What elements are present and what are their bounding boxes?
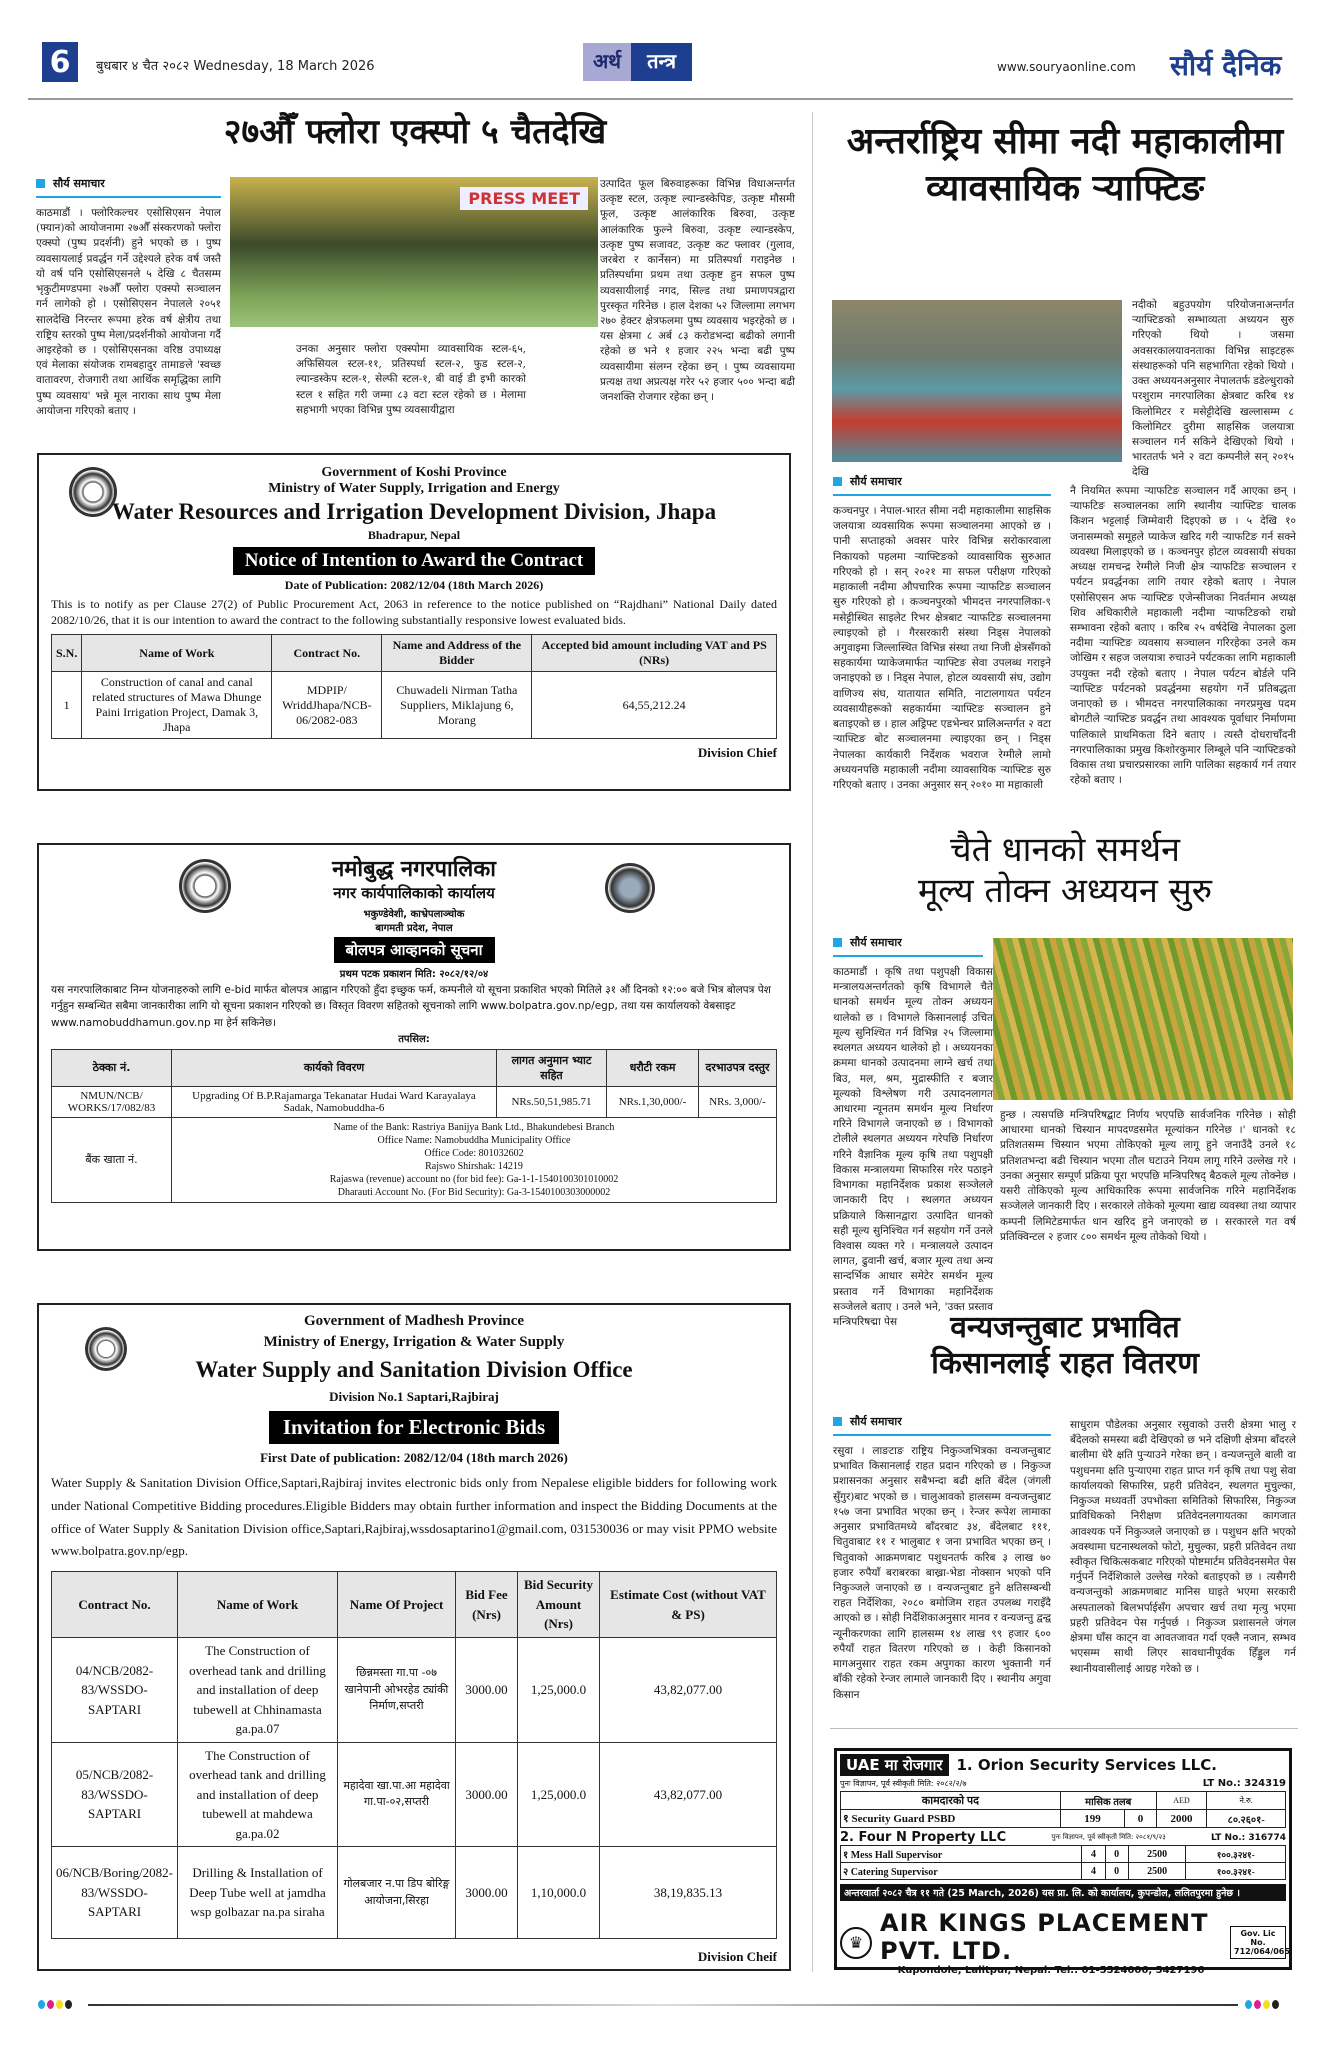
kicker: सौर्य समाचार <box>833 1414 1051 1436</box>
table-row: NMUN/NCB/ WORKS/17/082/83 Upgrading Of B.P.Rajamarga Tekanatar Hudai Ward Karayalaya Sadak, Namobuddha-6 NRs.50,51,985.71 NRs.1,30,000/- NRs. 3,000/- <box>52 1086 777 1117</box>
award-table <box>51 634 777 739</box>
cyan-mark-icon <box>1245 2000 1252 2009</box>
col-header: Bid Fee (Nrs) <box>456 1572 518 1638</box>
col-header: Name Of Project <box>338 1572 456 1638</box>
rafting-headline: अन्तर्राष्ट्रिय सीमा नदी महाकालीमा व्यावसायिक र्‍याफ्टिङ <box>846 120 1284 209</box>
notice-date: Date of Publication: 2082/12/04 (18th March 2026) <box>284 578 544 592</box>
ad-badge: UAE मा रोजगार <box>840 1754 949 1776</box>
col-header: ठेक्का नं. <box>52 1049 172 1086</box>
crown-logo-icon: ♛ <box>840 1927 872 1959</box>
newspaper-logo: सौर्य दैनिक <box>1170 49 1282 82</box>
col-header: Bid Security Amount (Nrs) <box>518 1572 600 1638</box>
table-caption: तपसिल: <box>398 1033 430 1045</box>
paddy-headline <box>830 830 1300 912</box>
table-row: 06/NCB/Boring/2082-83/WSSDO-SAPTARI Drilling & Installation of Deep Tube well at jamdha wsp golbazar na.pa siraha गोलबजार न.पा डिप बोरिङ्ग आयोजना,सिरहा 3000.00 1,10,000.0 38,19,835.13 <box>52 1847 777 1939</box>
section-label-part1: अर्थ <box>583 43 631 81</box>
cyan-mark-icon <box>38 2000 45 2009</box>
kicker-square-icon <box>833 938 842 947</box>
notice-subtitle: नगर कार्यपालिकाको कार्यालय <box>333 884 495 902</box>
footer-rule <box>88 2004 1238 2006</box>
notice-date: First Date of publication: 2082/12/04 (18th march 2026) <box>260 1450 568 1465</box>
nepal-emblem-icon <box>85 1327 127 1371</box>
notice-location: Division No.1 Saptari,Rajbiraj <box>329 1389 499 1404</box>
lt-number: LT No.: 316774 <box>1211 1832 1286 1843</box>
col-header: धरौटी रकम <box>607 1049 699 1086</box>
kicker-square-icon <box>36 179 45 188</box>
photo-banner-text: PRESS MEET <box>460 187 588 210</box>
black-mark-icon <box>65 2000 72 2009</box>
col-header: S.N. <box>52 635 82 672</box>
bank-label: बैंक खाता नं. <box>52 1117 172 1202</box>
notice-banner: Notice of Intention to Award the Contract <box>233 547 595 575</box>
flora-col3: उत्पादित फूल बिरुवाहरूका विभिन्न विधाअन्तर्गत उत्कृष्ट स्टल, उत्कृष्ट ल्यान्डस्केपिङ, उत्कृष्ट मौसमी फूल, उत्कृष्ट आलंकारिक बिरुवा, उत्कृष्ट आलंकारिक फुल्ने बिरुवा, उत्कृष्ट ल्यान्डस्केप, उत्कृष्ट पुष्प सजावट, उत्कृष्ट कट फ्लावर (गुलाव, जरबेरा र कार्नेसन) मा प्रतिस्पर्धा गराइनेछ । प्रतिस्पर्धामा प्रथम तथा उत्कृष्ट हुन सफल पुष्प व्यवसायीलाई नगद, सिल्ड तथा प्रमाणपत्रद्वारा पुरस्कृत गरिनेछ । हाल देशका ५२ जिल्लामा लगभग २७० हेक्टर क्षेत्रफलमा पुष्प व्यवसाय भइरहेको छ । यस क्षेत्रमा ८ अर्ब ८३ करोडभन्दा बढीको लगानी रहेको छ भने १ हजार २२५ भन्दा बढी पुष्प व्यवसायीमा संलग्न रहेका छन् । पुष्प व्यवसायमा प्रत्यक्ष तथा अप्रत्यक्ष गरेर ५२ हजार ५०० भन्दा बढी जनशक्ति रोजगार रहेका छन् । <box>600 178 795 404</box>
col-header: Contract No. <box>272 635 382 672</box>
col-header: Accepted bid amount including VAT and PS (NRs) <box>532 635 777 672</box>
flora-col2: उनका अनुसार फ्लोरा एक्स्पोमा व्यावसायिक स्टल-६५, अफिसियल स्टल-११, प्रतिस्पर्धा स्टल-२, फुड स्टल-२, ल्यान्डस्केप स्टल-१, सेल्फी स्टल-१, बी वाई डी इभी कारको स्टल १ सहित गरी जम्मा ८३ वटा स्टल रहेको छ । मेलामा सहभागी भएका विभिन्न पुष्प व्यवसायीद्वारा <box>296 343 526 416</box>
ad-table-1: कामदारको पद मासिक तलब AED ने.रु. १ Security Guard PSBD 199 0 2000 ८०.२६०१- <box>840 1791 1286 1828</box>
paddy-headline-line2: मूल्य तोक्न अध्ययन सुरु <box>917 870 1213 911</box>
wildlife-headline-line1: वन्यजन्तुबाट प्रभावित <box>950 1310 1180 1345</box>
wildlife-col2: साधुराम पौडेलका अनुसार रसुवाको उत्तरी क्षेत्रमा भालु र बँदेलको समस्या बढी देखिएको छ भने दक्षिणी क्षेत्रमा बाँदरले बालीमा धेरै क्षति पुऱ्याउने गरेका छन् । वन्यजन्तुले बाली वा पशुधनमा क्षति पुर्‍याएमा राहत प्राप्त गर्न कृषि तथा पशु सेवा कार्यालयको सिफारिस, प्रहरी प्रतिवेदन, स्थलगत मुचुल्का, निकुञ्ज मध्यवर्ती उपभोक्ता समितिको सिफारिस, निकुञ्ज प्राविधिकको निरीक्षण प्रतिवेदनलगायतका कागजात आवश्यक पर्ने निकुञ्जले जनाएको छ । पशुधन क्षति भएको अवस्थामा घटनास्थलको फोटो, मुचुल्का, प्रहरी प्रतिवेदन तथा स्वीकृत चिकित्सकबाट गरिएको पोष्टमार्टम प्रतिवेदनसमेत पेस गर्नुपर्ने निर्देशिकाले उल्लेख गरेको बताइएको छ । त्यसैगरी वन्यजन्तुको आक्रमणबाट मानिस घाइते भएमा सरकारी अस्पतालको बिलभर्पाईसँग अपचार खर्च तथा मृत्यु भएमा प्रहरी प्रतिवेदन पेस गर्नुपर्छ । निकुञ्ज प्रशासनले जंगल क्षेत्रमा घाँस काट्न वा आवतजावत गर्दा एक्लै नजान, सम्भव भएसम्म साथी लिएर सावधानीपूर्वक हिँड्डुल गर्न स्थानीयवासीलाई आग्रह गरेको छ । <box>1070 1419 1296 1675</box>
table-row: 1 Construction of canal and canal related structures of Mawa Dhunge Paini Irrigation Project, Damak 3, Jhapa MDPIP/ WriddJhapa/NCB-06/2082-083 Chuwadeli Nirman Tatha Suppliers, Miklajung 6, Morang 64,55,212.24 <box>52 672 777 739</box>
magenta-mark-icon <box>47 2000 54 2009</box>
section-divider <box>830 1728 1298 1729</box>
yellow-mark-icon <box>1263 2000 1270 2009</box>
notice-ministry-line: Ministry of Energy, Irrigation & Water Supply <box>263 1334 565 1350</box>
job-row: १ Mess Hall Supervisor 4 0 2500 १००.३२४१- <box>841 1846 1286 1863</box>
wildlife-headline <box>830 1310 1300 1382</box>
interview-notice: अन्तरवार्ता २०८२ चैत्र ११ गते (25 March, 2026) यस प्रा. लि. को कार्यालय, कुपन्डोल, ललितपुरमा हुनेछ । <box>840 1884 1286 1901</box>
notice-body: This is to notify as per Clause 27(2) of Public Procurement Act, 2063 in reference to the notice published on “Rajdhani” National Daily dated 2082/10/26, that it is our intention to award the contract to the following substantially responsive lowest evaluated bids. <box>51 597 777 628</box>
col-header: Name and Address of the Bidder <box>382 635 532 672</box>
notice-signature: Division Cheif <box>697 1949 777 1964</box>
press-meet-photo <box>230 177 598 327</box>
header-divider <box>28 98 1293 100</box>
magenta-mark-icon <box>1254 2000 1261 2009</box>
nepal-emblem-icon <box>179 859 231 913</box>
column-divider <box>812 112 813 1972</box>
col-header: Name of Work <box>178 1572 338 1638</box>
ad-company1: 1. Orion Security Services LLC. <box>956 1756 1217 1774</box>
notice-office-title: Water Resources and Irrigation Development Division, Jhapa <box>111 499 717 524</box>
job-row: १ Security Guard PSBD 199 0 2000 ८०.२६०१- <box>841 1810 1286 1828</box>
wildlife-headline-line2: किसानलाई राहत वितरण <box>931 1346 1199 1381</box>
table-row: 05/NCB/2082-83/WSSDO-SAPTARI The Construction of overhead tank and drilling and installation of deep tubewell at mahdewa ga.pa.02 महादेवा खा.पा.आ महादेवा गा.पा-०२,सप्तरी 3000.00 1,25,000.0 43,82,077.00 <box>52 1742 777 1847</box>
kicker: सौर्य समाचार <box>833 935 983 957</box>
municipality-logo-icon <box>605 863 655 913</box>
notice-ministry-line: Ministry of Water Supply, Irrigation and Energy <box>268 481 560 496</box>
kicker-square-icon <box>833 1417 842 1426</box>
notice-date: प्रथम पटक प्रकाशन मिति: २०८२/१२/०४ <box>339 969 489 980</box>
notice-signature: Division Chief <box>697 745 777 761</box>
paddy-col2: हुन्छ । त्यसपछि मन्त्रिपरिषद्बाट निर्णय भएपछि सार्वजनिक गरिनेछ । सोही आधारमा धानको चिस्यान मापदण्डसमेत मूल्यांकन गरिनेछ ।' धानको १८ प्रतिशतसम्म चिस्यान भएमा तोकिएको मूल्य लागू हुने जनाउँदै उनले १८ प्रतिशतभन्दा बढी चिस्यान भएमा तौल घटाउने नियम लागू गरिने उल्लेख गरे । उनका अनुसार सम्पूर्ण प्रक्रिया पूरा भएपछि मन्त्रिपरिषद् बैठकले मूल्य तोक्नेछ । यसरी तोकिएको मूल्य आधिकारिक रूपमा सार्वजनिक गरिने महानिर्देशक सञ्जेलले जानकारी दिए । सरकारले तोकेको मूल्यमा खाद्य व्यवस्था तथा व्यापार कम्पनी लिमिटेडमार्फत धान खरिद हुने जनाएको छ । सरकारले गत वर्ष प्रतिक्विन्टल २ हजार ८०० समर्थन मूल्य तोकेको थियो । <box>1000 1109 1296 1243</box>
registration-marks-right <box>1245 2000 1279 2008</box>
kicker: सौर्य समाचार <box>833 474 1051 496</box>
paddy-col1: काठमाडौं । कृषि तथा पशुपक्षी विकास मन्त्रालयअन्तर्गतको कृषि विभागले चैते धानको समर्थन मूल्य तोक्न अध्ययन थालेको छ । विभागले किसानलाई उचित मूल्य सुनिश्चित गर्न विभिन्न २५ जिल्लामा स्थलगत अध्ययन थालेको हो । अध्ययनका क्रममा धानको उत्पादनमा लाग्ने खर्च तथा बिउ, मल, श्रम, मुद्रास्फीति र बजार मूल्यको विश्लेषण गरी उत्पादनलागत आधारमा न्यूनतम समर्थन मूल्य निर्धारण गरिने विभागले जनाएको छ । विभागको टोलीले स्थलगत अध्ययन गरेपछि निर्धारण गरिने वैज्ञानिक मूल्य कृषि तथा पशुपक्षी विकास मन्त्रालयमा सिफारिस गरेर पठाइने विभागका महानिर्देशक प्रकाश सञ्जेलले जानकारी दिए । स्थलगत अध्ययन प्रक्रियाले किसानद्वारा उत्पादित धानको सही मूल्य सुनिश्चित गर्न सहयोग गर्ने उनले विश्वास व्यक्त गरे । मन्त्रालयले उत्पादन लागत, ढुवानी खर्च, बजार मूल्य तथा अन्य सान्दर्भिक आधार समेटेर समर्थन मूल्य प्रस्ताव गर्ने विभागका महानिर्देशक सञ्जेलले बताए । उनले भने, 'उक्त प्रस्ताव मन्त्रिपरिषद्मा पेस <box>833 966 993 1329</box>
rafting-side-text: नदीको बहुउपयोग परियोजनाअन्तर्गत र्‍याफ्टिङको सम्भाव्यता अध्ययन सुरु गरिएको थियो । जसमा अवसरकालयावनताका विभिन्न साइटहरू संस्थाहरूको पनि सहभागिता रहेको थियो । उक्त अध्ययनअनुसार नेपालतर्फ डडेल्धुराको परशुराम नगरपालिका क्षेत्रबाट करिब १४ किलोमिटर र मसेट्टीदेखि खल्लासम्म ८ किलोमिटर दुरीमा साहसिक जलयात्रा सञ्चालन गर्न सकिने देखिएको थियो । भारततर्फ भने २ वटा कम्पनीले सन् २०१५ देखि <box>1132 299 1294 479</box>
uae-job-ad: UAE मा रोजगार 1. Orion Security Services LLC. पुनः विज्ञापन, पूर्व स्वीकृती मिति: २०८२/२/७ LT No.: 324319 कामदारको पद मासिक तलब AED ने.रु. १ Security Guard PSBD 199 0 2000 ८०.२६०१- 2. Four N Property LLC पुनः विज्ञापन, पूर्व स्वीकृती मिति: २०८१/९/२३ LT No.: 316774 १ Mess Hall Supervisor 4 0 2500 १००.३२४१- २ Catering Supervisor 4 0 2500 १००.३२४१- अन्तरवार्ता २०८२ चैत्र ११ गते (25 March, 2026) यस प्रा. लि. को कार्यालय, कुपन्डोल, ललितपुरमा हुनेछ । ♛ AIR KINGS PLACEMENT PVT. LTD. Kupondole, Lalitpur, Nepal. Tel.: 01-5524006, 5427196 Gov. Lic No. 712/064/065 <box>834 1748 1292 1970</box>
kicker: सौर्य समाचार <box>36 176 221 198</box>
notice-namobuddha <box>37 843 791 1251</box>
agency-name: AIR KINGS PLACEMENT PVT. LTD. <box>880 1909 1209 1965</box>
notice-address: भकुण्डेवेशी, काभ्रेपलाञ्चोक <box>363 909 465 920</box>
page-number: 6 <box>42 42 78 82</box>
ad-company2: 2. Four N Property LLC <box>840 1830 1007 1845</box>
col-header: Estimate Cost (without VAT & PS) <box>600 1572 777 1638</box>
yellow-mark-icon <box>56 2000 63 2009</box>
col-header: Contract No. <box>52 1572 178 1638</box>
bank-details: Name of the Bank: Rastriya Banijya Bank Ltd., Bhakundebesi Branch Office Name: Namobuddha Municipality Office Office Code: 801032602 Rajswo Shirshak: 14219 Rajaswa (revenue) account no (for bid fee): Ga-1-1-1540100301010002 Dharauti Account No. (For Bid Security): Ga-3-1540100303000002 <box>172 1117 777 1202</box>
table-row: 04/NCB/2082-83/WSSDO-SAPTARI The Construction of overhead tank and drilling and installation of deep tubewell at Chhinamasta ga.pa.07 छिन्नमस्ता गा.पा -०७ खानेपानी ओभरहेड ट्यांकी निर्माण,सप्तरी 3000.00 1,25,000.0 43,82,077.00 <box>52 1638 777 1743</box>
issue-date: बुधबार ४ चैत २०८२ Wednesday, 18 March 2026 <box>96 59 375 74</box>
notice-banner: Invitation for Electronic Bids <box>269 1411 559 1444</box>
rafting-col1: कञ्चनपुर । नेपाल-भारत सीमा नदी महाकालीमा साहसिक जलयात्रा व्यवसायिक रूपमा सञ्चालनमा आएको छ । पानी सप्ताहको अवसर पारेर विभिन्न सरोकारवाला निकायको पहलमा र्‍याफ्टिङको व्यावसायिक सुरुआत गरिएको हो । सन् २०२१ मा सफल परीक्षण गरिएको महाकाली नदीमा औपचारिक रूपमा र्‍याफटिङ सञ्चालन सुरु गरिएको हो । कञ्चनपुरको भीमदत्त नगरपालिका-९ मसेट्टीस्थित साइलेट रिभर क्षेत्रबाट र्‍याफटिङ सञ्चालनमा ल्याइएको हो । गैरसरकारी संस्था निड्स नेपालको अगुवाइमा जिल्लास्थित विभिन्न संस्था तथा निजी क्षेत्रसँगको सहकार्यमा प्याकेजमार्फत र्‍याफ्टिङ सेवा उपलब्ध गराइने जनाइएको छ । निड्स नेपाल, होटल व्यवसायी संघ, उद्योग वाणिज्य संघ, यातायात समिति, नाटालगायत पर्यटन व्यवसायीहरूको सहकार्यमा र्‍याफ्टिङ सञ्चालन हुने बताइएको छ । हाल अड्रिफ्ट एडभेन्चर प्रालिअन्तर्गत २ वटा र्‍याफ्टिङ बोट सञ्चालनमा ल्याइएका छन् । निड्स नेपालका कार्यकारी निर्देशक भवराज रेग्मीले लामो अध्ययनपछि महाकाली नदीमा व्यावसायिक र्‍याफ्टिङ सुरु गरिएको बताए । उनका अनुसार सन् २०१० मा महाकाली <box>833 505 1051 791</box>
kicker-square-icon <box>833 477 842 486</box>
license-number: Gov. Lic No. 712/064/065 <box>1230 1926 1286 1959</box>
notice-koshi <box>37 453 791 791</box>
paddy-headline-line1: चैते धानको समर्थन <box>949 830 1180 870</box>
ad-table-2 <box>840 1845 1286 1880</box>
notice-body: यस नगरपालिकाबाट निम्न योजनाहरुको लागि e-bid मार्फत बोलपत्र आह्वान गरिएको हुँदा इच्छुक फर्म, कम्पनीले यो सूचना प्रकाशित भएको मितिले ३१ औं दिनको १२:०० बजे भित्र बोलपत्र पेश गर्नुहुन सम्बन्धित सबैमा जानकारीका लागि यो सूचना प्रकाशन गरिएको छ। विस्तृत विवरण सहितको सूचनाको लागि www.bolpatra.gov.np/egp, तथा यस कार्यालयको वेबसाइट www.namobuddhamun.gov.np मा हेर्न सकिनेछ। <box>51 984 771 1029</box>
agency-address: Kupondole, Lalitpur, Nepal. Tel.: 01-5524006, 5427196 <box>897 1965 1205 1976</box>
bid-table <box>51 1049 777 1203</box>
notice-location: Bhadrapur, Nepal <box>367 528 461 542</box>
col-header: लागत अनुमान भ्याट सहित <box>497 1049 607 1086</box>
flora-col1: काठमाडौं । फ्लोरिकल्चर एसोसिएसन नेपाल (फ्यान)को आयोजनामा २७औँ संस्करणको फ्लोरा एक्स्पो (पुष्प प्रदर्शनी) हुने भएको छ । पुष्प व्यवसायलाई प्रवर्द्धन गर्ने उद्देश्यले हरेक वर्ष जस्तै यो वर्ष पनि एसोसिएसनले ५ देखि ८ चैतसम्म भृकुटीमण्डपमा २७औँ फ्लोरा एक्स्पो सञ्चालन गर्न लागेको हो । एसोसिएसन नेपालले २०५१ सालदेखि निरन्तर रूपमा हरेक वर्ष क्षेत्रीय तथा राष्ट्रिय स्तरको पुष्प मेला/प्रदर्शनीको आयोजना गर्दै आइरहेको छ । एसोसिएसनका वरिष्ठ उपाध्यक्ष एवं मेलाका संयोजक रामबहादुर तामाङले 'स्वच्छ वातावरण, रोजगारी तथा आर्थिक समृद्धिका लागि पुष्प व्यवसाय' भन्ने मूल नाराका साथ पुष्प मेला आयोजना गरिएको बताए । <box>36 207 221 417</box>
lt-number: LT No.: 324319 <box>1202 1778 1286 1789</box>
notice-province: बागमती प्रदेश, नेपाल <box>375 923 453 934</box>
col-header: कार्यको विवरण <box>172 1049 497 1086</box>
rafting-photo <box>832 300 1122 462</box>
bid-table <box>51 1571 777 1939</box>
registration-marks-left <box>38 2000 72 2008</box>
notice-madhesh <box>37 1303 791 1971</box>
rafting-col2: नै नियमित रूपमा र्‍याफटिङ सञ्चालन गर्दै आएका छन् । र्‍याफटिङ सञ्चालनका लागि स्थानीय र्‍याफ्टिङ चालक किशन भट्टलाई जिम्मेवारी दिइएको छ । ५ देखि १० जनासम्मको समूहले प्याकेज खरिद गरी र्‍याफटिङ गर्न सक्ने व्यवस्था मिलाइएको छ । कञ्चनपुर होटल व्यवसायी संघका अध्यक्ष रामचन्द्र रेग्मीले निजी क्षेत्र र्‍याफटिङ सञ्चालन र पर्यटन प्रवर्द्धनका लागि तयार रहेको बताए । नेपाल एसोसिएसन अफ र्‍याफ्टिङ एजेन्सीजका निवर्तमान अध्यक्ष शिव अधिकारीले महाकाली नदीमा र्‍याफटिङको राम्रो सम्भावना रहेको बताए । करिब २५ वर्षदेखि नेपालका ठुला नदीमा र्‍याफ्टिङ व्यवसाय सञ्चालन गरिरहेका उनले कम जोखिम र सहज जलयात्रा रुचाउने पर्यटकका लागि महाकाली उपयुक्त नदी रहेको बताए । नेपाल पर्यटन बोर्डले पनि र्‍याफ्टिङ पर्यटनको प्रवर्द्धनमा सहयोग गर्ने प्रतिबद्धता जनाएको छ । भीमदत्त नगरपालिकाका नगरप्रमुख पदम बोगटीले र्‍याफ्टिङ प्रवर्द्धन तथा आवश्यक पूर्वाधार निर्माणमा पालिकाले प्राथमिकता दिने बताए । त्यस्तै दोधराचाँदनी नगरपालिकाका प्रमुख किशोरकुमार लिम्बूले पनि र्‍याफ्टिङको विकास तथा प्रचारप्रसारका लागि पालिका सहकार्य गर्न तयार रहेको बताए । <box>1070 485 1296 787</box>
notice-title: नमोबुद्ध नगरपालिका <box>332 857 496 882</box>
notice-office-title: Water Supply and Sanitation Division Office <box>195 1357 633 1382</box>
notice-gov-line: Government of Madhesh Province <box>303 1313 525 1329</box>
notice-gov-line: Government of Koshi Province <box>321 465 507 480</box>
col-header: Name of Work <box>82 635 272 672</box>
wildlife-col1: रसुवा । लाङटाङ राष्ट्रिय निकुञ्जभित्रका वन्यजन्तुबाट प्रभावित किसानलाई राहत प्रदान गरिएको छ । निकुञ्ज प्रशासनका अनुसार सबैभन्दा बढी क्षति बँदेल (जंगली सुँगुर)बाट भएको छ । चालुआवको हालसम्म वन्यजन्तुबाट १५७ जना प्रभावित भएका छन् । रेन्जर रूपेश लामाका अनुसार प्रभावितमध्ये बाँदरबाट ३४, बँदेलबाट १११, चितुवाबाट ११ र भालुबाट १ जना प्रभावित भएका छन् । चितुवाको आक्रमणबाट पशुधनतर्फ करिब ३ लाख ७० हजार रुपैयाँ बराबरका बाख्रा-भेडा नोक्सान भएको पनि निकुञ्जले जनाएको छ । वन्यजन्तुबाट हुने क्षतिसम्बन्धी राहत निर्देशिका, २०८० बमोजिम राहत उपलब्ध गराइँदै आएको छ । सोही निर्देशिकाअनुसार मानव र वन्यजन्तु द्वन्द्व न्यूनीकरणका लागि हालसम्म १४ लाख ९९ हजार ६०० रुपैयाँ राहत वितरण गरिएको छ । केही किसानको मागअनुसार राहत रकम अपुगका कारण भुक्तानी गर्न बाँकी रहेको रेन्जर लामाले जानकारी दिए । स्थानीय अगुवा किसान <box>833 1445 1051 1701</box>
col-header: दरभाउपत्र दस्तुर <box>699 1049 777 1086</box>
notice-banner: बोलपत्र आव्हानको सूचना <box>334 937 495 963</box>
rice-photo <box>993 938 1293 1100</box>
section-label <box>583 43 692 81</box>
notice-body: Water Supply & Sanitation Division Office,Saptari,Rajbiraj invites electronic bids only from Nepalese eligible bidders for following work under National Competitive Bidding procedures.Eligible Bidders may obtain further information and inspect the Bidding Documents at the office of Water Supply & Sanitation Division office,Saptari,Rajbiraj,wssdosaptarino1@gmail.com, 031530036 or may visit PPMO website www.bolpatra.gov.np/egp. <box>51 1475 777 1559</box>
website-link[interactable]: www.souryaonline.com <box>997 60 1136 74</box>
job-row: २ Catering Supervisor 4 0 2500 १००.३२४१- <box>841 1863 1286 1880</box>
black-mark-icon <box>1272 2000 1279 2009</box>
flora-headline: २७औँ फ्लोरा एक्स्पो ५ चैतदेखि <box>223 112 607 152</box>
bank-row <box>52 1117 777 1202</box>
nepal-emblem-icon <box>69 467 117 517</box>
section-label-part2: तन्त्र <box>631 43 692 81</box>
